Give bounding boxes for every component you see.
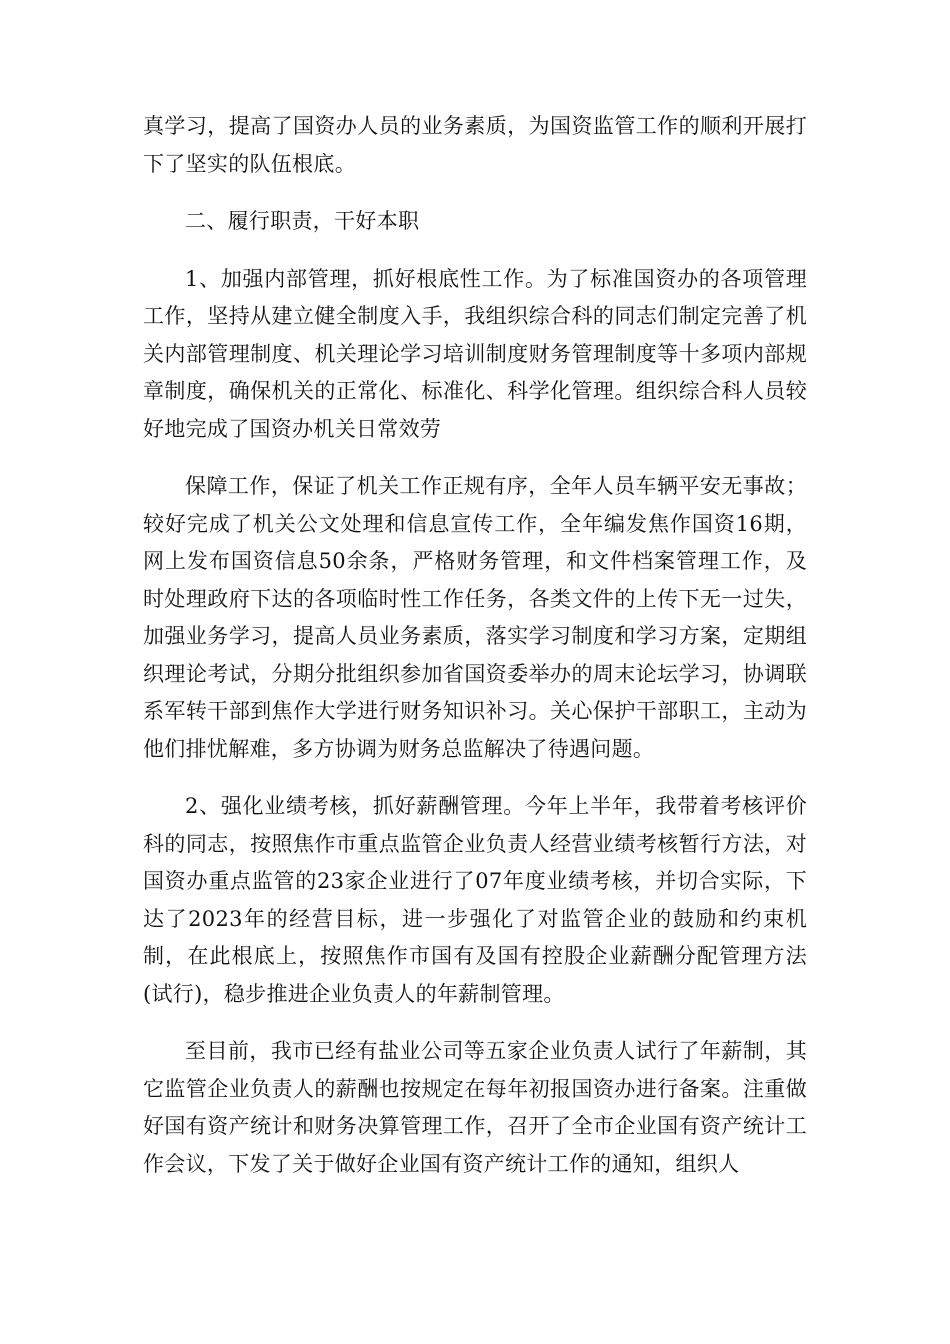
section-heading: 二、履行职责，干好本职	[185, 209, 420, 233]
paragraph-internal-management: 1、加强内部管理，抓好根底性工作。为了标准国资办的各项管理工作，坚持从建立健全制度入手，我组织综合科的同志们制定完善了机关内部管理制度、机关理论学习培训制度财务管理制度等十多项内部规章制度，确保机关的正常化、标准化、科学化管理。组织综合科人员较好地完成了国资办机关日常效劳	[143, 266, 807, 441]
paragraph-continuation: 真学习，提高了国资办人员的业务素质，为国资监管工作的顺利开展打下了坚实的队伍根底。	[143, 114, 807, 176]
paragraph-salary-system: 至目前，我市已经有盐业公司等五家企业负责人试行了年薪制，其它监管企业负责人的薪酬也按规定在每年初报国资办进行备案。注重做好国有资产统计和财务决算管理工作，召开了全市企业国有资产统计工作会议，下发了关于做好企业国有资产统计工作的通知，组织人	[143, 1039, 807, 1176]
paragraph-support-work: 保障工作，保证了机关工作正规有序，全年人员车辆平安无事故；较好完成了机关公文处理和信息宣传工作，全年编发焦作国资16期，网上发布国资信息50余条，严格财务管理，和文件档案管理工作，及时处理政府下达的各项临时性工作任务，各类文件的上传下无一过失，加强业务学习，提高人员业务素质，落实学习制度和学习方案，定期组织理论考试，分期分批组织参加省国资委举办的周末论坛学习，协调联系军转干部到焦作大学进行财务知识补习。关心保护干部职工，主动为他们排忧解难，多方协调为财务总监解决了待遇问题。	[143, 474, 807, 761]
paragraph-performance-assessment: 2、强化业绩考核，抓好薪酬管理。今年上半年，我带着考核评价科的同志，按照焦作市重点监管企业负责人经营业绩考核暂行方法，对国资办重点监管的23家企业进行了07年度业绩考核，并切合实际，下达了2023年的经营目标，进一步强化了对监管企业的鼓励和约束机制，在此根底上，按照焦作市国有及国有控股企业薪酬分配管理方法(试行)，稳步推进企业负责人的年薪制管理。	[143, 794, 807, 1006]
document-body	[143, 108, 807, 1203]
